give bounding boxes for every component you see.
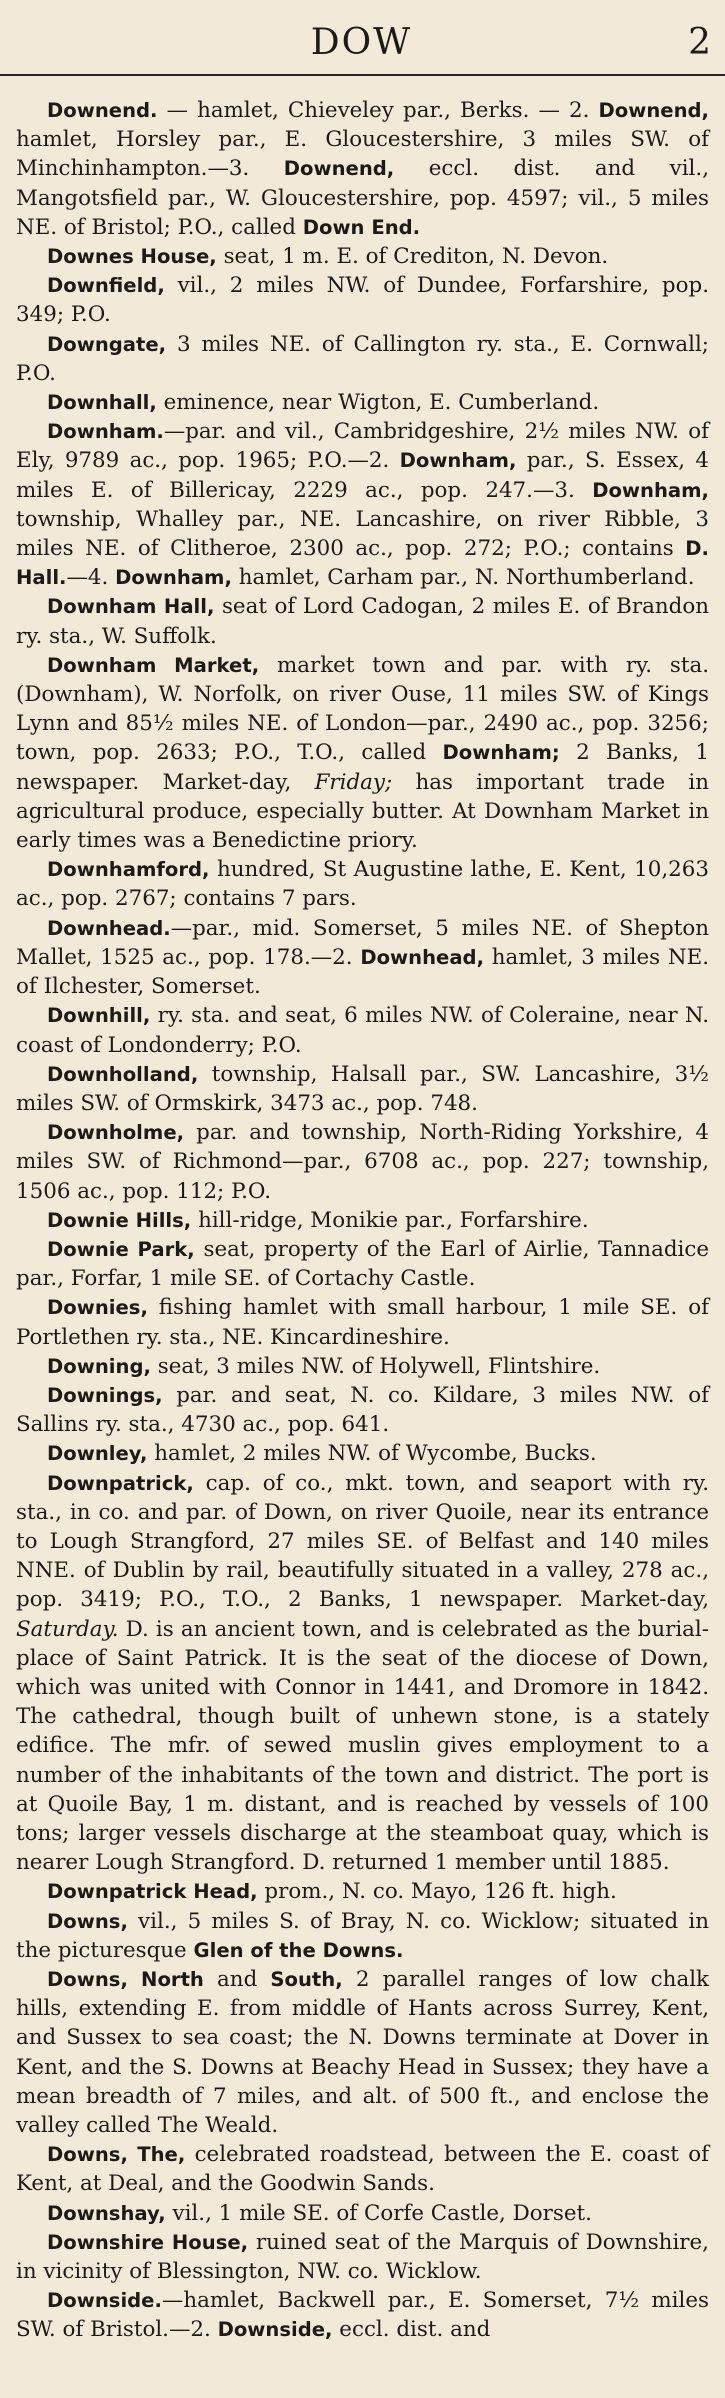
page-header (16, 0, 711, 70)
gazetteer-entry (16, 1877, 709, 1906)
gazetteer-entry (16, 1381, 709, 1439)
gazetteer-entry (16, 2286, 709, 2344)
gazetteer-entry (16, 2199, 709, 2228)
entry-headword: Downley, (47, 1442, 148, 1466)
entry-text: seat of Lord Cadogan, 2 miles E. of Brandon ry. sta., W. Suffolk. (16, 594, 709, 649)
entry-text: — hamlet, Chieveley par., Berks. — 2. (157, 98, 599, 123)
entry-text: seat, property of the Earl of Airlie, Tannadice par., Forfar, 1 mile SE. of Cortachy Castle. (16, 1236, 709, 1292)
gazetteer-entry (16, 242, 709, 271)
gazetteer-entry (16, 417, 709, 592)
entry-headword: Downings, (47, 1383, 163, 1407)
entry-text: D. is an ancient town, and is celebrated as the burial-place of Saint Patrick. It is the seat of the diocese of Down, which was united with Connor in 1441, and Dromore in 1842. The cathedral, though built of unhewn stone, is a stately edifice. The mfr. of sewed muslin gives employment to a number of the inhabitants of the town and district. The port is at Quoile Bay, 1 m. distant, and is reached by vessels of 100 tons; larger vessels discharge at the steamboat quay, which is nearer Lough Strangford. D. returned 1 member until 1885. (16, 1616, 709, 1876)
entry-text: eminence, near Wigton, E. Cumberland. (156, 390, 600, 416)
entry-headword: Downham, (399, 449, 517, 473)
gazetteer-entry (16, 388, 709, 417)
entry-text: —hamlet, Backwell par., E. Somerset, 7½ miles SW. of Bristol.—2. (16, 2288, 709, 2343)
entry-headword: Downing, (47, 1354, 151, 1378)
entry-italic-text: Friday; (314, 769, 393, 795)
entry-text: vil., 5 miles S. of Bray, N. co. Wicklow; situated in the picturesque (16, 1908, 709, 1963)
gazetteer-entry (16, 1352, 709, 1381)
entry-text: hamlet, Carham par., N. Northumberland. (231, 565, 695, 591)
entry-text: has important trade in agricultural produce, especially butter. At Downham Market in early times was a Benedictine priory. (16, 769, 709, 854)
entry-headword: Downham, (115, 566, 232, 590)
entry-text: prom., N. co. Mayo, 126 ft. high. (257, 1879, 617, 1905)
entry-headword: Downhall, (47, 391, 157, 415)
entry-text: market town and par. with ry. sta. (Downham), W. Norfolk, on river Ouse, 11 miles SW. of Kings Lynn and 85½ miles NE. of London—par., 2490 ac., pop. 3256; town, pop. 2633; P.O., T.O., called (16, 652, 709, 766)
gazetteer-entry (16, 1439, 709, 1468)
gazetteer-entry (16, 1060, 709, 1118)
entry-headword: Downend, (283, 157, 395, 181)
gazetteer-entry (16, 96, 709, 242)
gazetteer-entry (16, 1001, 709, 1059)
entry-headword: Downside. (47, 2289, 162, 2313)
header-rule (0, 74, 725, 76)
entry-headword: Downend, (598, 99, 709, 122)
entry-headword: Downgate, (47, 332, 167, 356)
entry-text: township, Whalley par., NE. Lancashire, on river Ribble, 3 miles NE. of Clitheroe, 2300 ac., pop. 272; P.O.; contains (16, 506, 709, 562)
entry-headword: Downholland, (47, 1062, 199, 1086)
entry-headword: Downhead, (360, 945, 485, 969)
gazetteer-entry (16, 1469, 709, 1878)
entry-headword: D. Hall. (16, 537, 709, 590)
entry-text: hamlet, 2 miles NW. of Wycombe, Bucks. (147, 1441, 597, 1467)
entry-headword: Downpatrick Head, (47, 1880, 258, 1904)
gazetteer-entry (16, 1965, 709, 2140)
entry-text: hamlet, 3 miles NE. of Ilchester, Somerset. (16, 944, 710, 1000)
entry-text: hundred, St Augustine lathe, E. Kent, 10,263 ac., pop. 2767; contains 7 pars. (16, 857, 709, 912)
gazetteer-entry (16, 592, 709, 650)
entry-text: celebrated roadstead, between the E. coast of Kent, at Deal, and the Goodwin Sands. (16, 2142, 709, 2197)
entry-text: 2 Banks, 1 newspaper. Market-day, (16, 740, 709, 795)
entry-text: cap. of co., mkt. town, and seaport with ry. sta., in co. and par. of Down, on river Quoile, near its entrance to Lough Strangford, 27 miles SE. of Belfast and 140 miles NNE. of Dublin by rail, beautifully situated in a valley, 278 ac., pop. 3419; P.O., T.O., 2 Banks, 1 newspaper. Market-day, (16, 1470, 709, 1613)
entry-headword: Downies, (47, 1296, 148, 1320)
entry-headword: Downfield, (47, 274, 165, 298)
entry-headword: Downside, (217, 2318, 333, 2342)
entry-text: eccl. dist. and vil., Mangotsfield par., W. Gloucestershire, pop. 4597; vil., 5 miles NE. of Bristol; P.O., called (16, 156, 709, 240)
entry-headword: Downham Hall, (47, 595, 215, 619)
entry-headword: Downpatrick, (47, 1471, 194, 1495)
entry-text: ruined seat of the Marquis of Downshire, in vicinity of Blessington, NW. co. Wicklow. (16, 2229, 709, 2285)
gazetteer-entry (16, 1907, 709, 1965)
entry-headword: Downhill, (47, 1004, 151, 1028)
gazetteer-entry (16, 271, 709, 329)
entry-text: —par. and vil., Cambridgeshire, 2½ miles NW. of Ely, 9789 ac., pop. 1965; P.O.—2. (16, 419, 709, 474)
running-head: DOW (310, 22, 413, 63)
gazetteer-entry (16, 1235, 709, 1293)
entry-text: seat, 1 m. E. of Crediton, N. Devon. (216, 244, 609, 270)
entry-text: par. and township, North-Riding Yorkshire, 4 miles SW. of Richmond—par., 6708 ac., pop. 227; township, 1506 ac., pop. 112; P.O. (16, 1120, 709, 1204)
entry-headword: Downshay, (47, 2201, 166, 2225)
entry-headword: Downham. (47, 420, 164, 444)
entry-headword: Downie Park, (47, 1237, 195, 1261)
gazetteer-entry (16, 1293, 709, 1351)
entry-headword: Downholme, (47, 1121, 185, 1145)
entry-text: eccl. dist. and (332, 2317, 491, 2343)
gazetteer-entry (16, 651, 709, 855)
entry-headword: Downs, (47, 1909, 128, 1933)
entry-text: vil., 1 mile SE. of Corfe Castle, Dorset. (165, 2200, 592, 2226)
entry-text: township, Halsall par., SW. Lancashire, 3½ miles SW. of Ormskirk, 3473 ac., pop. 748. (16, 1061, 709, 1116)
entry-headword: Downes House, (47, 245, 217, 269)
gazetteer-entry (16, 914, 709, 1002)
entry-text: hamlet, Horsley par., E. Gloucestershire, 3 miles SW. of Minchinhampton.—3. (16, 127, 709, 182)
entry-headword: Down End. (302, 215, 421, 239)
gazetteer-entry (16, 1206, 709, 1235)
entry-text: ry. sta. and seat, 6 miles NW. of Coleraine, near N. coast of Londonderry; P.O. (16, 1003, 709, 1058)
entry-headword: Downham; (442, 741, 560, 765)
entry-text: seat, 3 miles NW. of Holywell, Flintshire. (150, 1353, 601, 1379)
entry-headword: Downshire House, (47, 2230, 249, 2254)
entry-text: vil., 2 miles NW. of Dundee, Forfarshire, pop. 349; P.O. (16, 273, 709, 328)
entry-text: par. and seat, N. co. Kildare, 3 miles NW. of Sallins ry. sta., 4730 ac., pop. 641. (16, 1382, 709, 1438)
entry-headword: Downie Hills, (47, 1208, 192, 1232)
entry-headword: Downhead. (47, 916, 171, 940)
entry-italic-text: Saturday. (16, 1616, 119, 1642)
entry-text: —par., mid. Somerset, 5 miles NE. of Shepton Mallet, 1525 ac., pop. 178.—2. (16, 915, 709, 970)
entry-text: 2 parallel ranges of low chalk hills, extending E. from middle of Hants across Surrey, Kent, and Sussex to sea coast; the N. Downs terminate at Dover in Kent, and the S. Downs at Beachy Head in Sussex; they have a mean breadth of 7 miles, and alt. of 500 ft., and enclose the valley called The Weald. (16, 1967, 709, 2139)
entry-headword: Downs, The, (47, 2143, 186, 2167)
entry-headword: Downham, (592, 478, 709, 502)
gazetteer-entry (16, 2140, 709, 2198)
entry-headword: Glen of the Downs. (193, 1938, 404, 1962)
gazetteer-entry (16, 1118, 709, 1206)
entry-text: par., S. Essex, 4 miles E. of Billericay, 2229 ac., pop. 247.—3. (16, 448, 709, 503)
page-number: 2 (688, 22, 711, 63)
entry-headword: Downhamford, (47, 858, 210, 882)
entry-headword: Downs, North (47, 1968, 204, 1991)
entry-text: and (203, 1967, 271, 1992)
entry-text: 3 miles NE. of Callington ry. sta., E. Cornwall; P.O. (16, 331, 709, 386)
entry-headword: Downham Market, (47, 653, 260, 677)
gazetteer-entries (16, 96, 709, 2345)
entry-headword: South, (270, 1968, 343, 1991)
entry-text: fishing hamlet with small harbour, 1 mile SE. of Portlethen ry. sta., NE. Kincardineshire. (16, 1295, 709, 1350)
entry-text: —4. (66, 565, 116, 591)
gazetteer-entry (16, 2228, 709, 2286)
entry-headword: Downend. (47, 99, 158, 122)
gazetteer-entry (16, 855, 709, 913)
gazetteer-entry (16, 330, 709, 388)
entry-text: hill-ridge, Monikie par., Forfarshire. (191, 1207, 589, 1233)
